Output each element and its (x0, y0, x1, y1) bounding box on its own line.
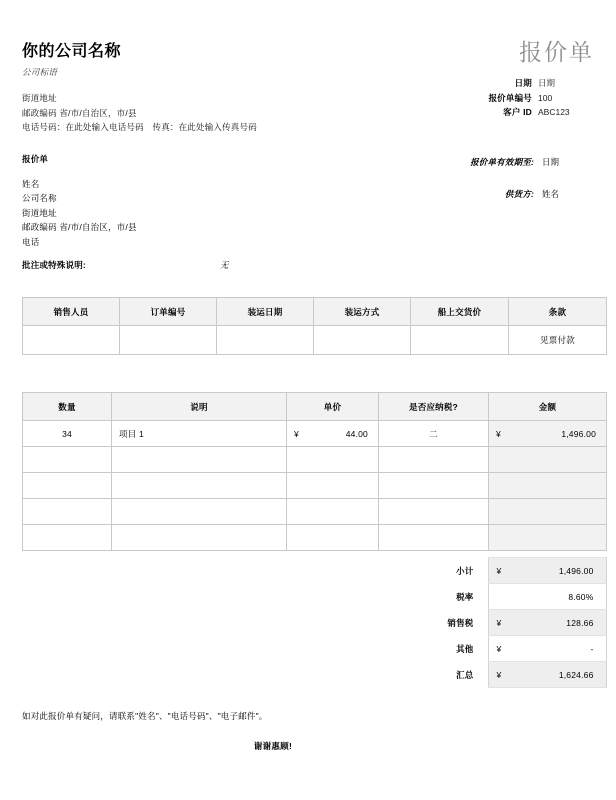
items-cell-description[interactable] (112, 525, 287, 551)
totals-amount-grand-total: 1,624.66 (558, 669, 594, 680)
table-row (23, 326, 607, 355)
billto-section (16, 153, 600, 250)
table-row (23, 421, 607, 447)
billto-line-name: 姓名 (22, 178, 40, 189)
shipping-header-salesperson: 销售人员 (23, 298, 120, 326)
shipping-cell-order-number[interactable] (120, 326, 217, 355)
totals-value-sales-tax (488, 610, 606, 636)
meta-value-quote-number: 100 (538, 92, 553, 103)
items-cell-unit-price[interactable] (287, 525, 379, 551)
footer-contact-note: 如对此报价单有疑问，请联系"姓名"、"电话号码"、"电子邮件"。 (22, 711, 268, 722)
shipping-cell-ship-date[interactable] (217, 326, 314, 355)
totals-amount-subtotal: 1,496.00 (558, 565, 594, 576)
totals-value-other (488, 636, 606, 662)
items-table-header-row (23, 393, 607, 421)
totals-label-subtotal: 小计 (456, 565, 474, 576)
billto-line-region: 邮政编码 省/市/自治区，市/县 (22, 222, 137, 233)
items-cell-qty[interactable] (23, 499, 112, 525)
totals-value-grand-total (488, 662, 606, 688)
quote-validity-block (470, 155, 594, 220)
totals-label-grand-total: 汇总 (456, 669, 474, 680)
company-address-line-1: 街道地址 (22, 93, 57, 104)
meta-row-customer-id (488, 105, 594, 120)
totals-row-other (22, 636, 606, 662)
totals-label-tax-rate: 税率 (456, 591, 474, 602)
quote-valid-until-value: 日期 (542, 156, 560, 167)
totals-row-sales-tax (22, 610, 606, 636)
currency-symbol: ¥ (294, 429, 299, 440)
shipping-header-terms: 条款 (509, 298, 607, 326)
company-address-line-3: 电话号码：在此处输入电话号码 传真：在此处输入传真号码 (22, 122, 257, 133)
meta-value-customer-id: ABC123 (538, 107, 570, 117)
items-cell-unit-price[interactable] (287, 421, 379, 447)
items-cell-qty[interactable] (23, 473, 112, 499)
totals-amount-sales-tax: 128.66 (566, 617, 594, 628)
items-cell-description[interactable] (112, 473, 287, 499)
meta-row-date (488, 76, 594, 91)
items-cell-taxable[interactable] (379, 499, 489, 525)
items-cell-unit-price[interactable] (287, 447, 379, 473)
items-cell-amount[interactable] (489, 499, 607, 525)
document-meta (488, 76, 594, 120)
items-table (22, 392, 607, 551)
comments-value: 无 (220, 260, 229, 271)
shipping-table-header-row (23, 298, 607, 326)
shipping-cell-fob[interactable] (411, 326, 509, 355)
currency-symbol: ¥ (496, 429, 501, 440)
table-row (23, 525, 607, 551)
meta-label-date: 日期 (514, 78, 532, 88)
items-cell-amount[interactable] (489, 525, 607, 551)
table-row (23, 447, 607, 473)
billto-title: 报价单 (22, 153, 49, 164)
quote-valid-until-label: 报价单有效期至: (470, 156, 534, 167)
items-header-unit-price: 单价 (287, 393, 379, 421)
company-address-line-2: 邮政编码 省/市/自治区，市/县 (22, 107, 137, 118)
company-name: 你的公司名称 (22, 43, 122, 60)
totals-row-grand-total (22, 662, 606, 688)
billto-line-company: 公司名称 (22, 193, 57, 204)
totals-row-subtotal (22, 558, 606, 584)
items-cell-amount[interactable] (489, 473, 607, 499)
supplier-row (470, 187, 594, 202)
shipping-cell-salesperson[interactable] (23, 326, 120, 355)
items-cell-taxable[interactable]: 二 (379, 421, 489, 447)
items-header-taxable: 是否应纳税? (379, 393, 489, 421)
comments-section (22, 259, 600, 281)
items-cell-description[interactable] (112, 447, 287, 473)
shipping-header-order-number: 订单编号 (120, 298, 217, 326)
items-cell-description[interactable]: 项目 1 (112, 421, 287, 447)
totals-amount-other: - (590, 643, 594, 654)
totals-label-other: 其他 (456, 643, 474, 654)
currency-symbol: ¥ (496, 566, 502, 577)
supplier-value: 姓名 (542, 189, 560, 200)
totals-value-subtotal (488, 558, 606, 584)
table-row (23, 473, 607, 499)
totals-section (22, 557, 606, 688)
items-cell-taxable[interactable] (379, 447, 489, 473)
totals-row-tax-rate (22, 584, 606, 610)
items-header-description: 说明 (112, 393, 287, 421)
document-header (16, 0, 600, 135)
items-header-amount: 金额 (489, 393, 607, 421)
billto-line-street: 街道地址 (22, 207, 57, 218)
supplier-label: 供货方: (504, 189, 534, 200)
billto-line-phone: 电话 (22, 236, 40, 247)
items-cell-amount[interactable] (489, 447, 607, 473)
items-cell-qty[interactable] (23, 447, 112, 473)
shipping-cell-terms[interactable]: 见票付款 (509, 326, 607, 355)
shipping-header-fob: 船上交货价 (411, 298, 509, 326)
items-cell-unit-price-value: 44.00 (345, 428, 368, 439)
totals-amount-tax-rate: 8.60% (568, 591, 594, 602)
page-title: 报价单 (519, 39, 594, 65)
footer-thanks: 谢谢惠顾! (253, 741, 293, 752)
items-cell-qty[interactable]: 34 (23, 421, 112, 447)
shipping-table (22, 297, 607, 355)
company-tagline: 公司标语 (22, 67, 58, 78)
quote-valid-until-row (470, 155, 594, 170)
items-cell-qty[interactable] (23, 525, 112, 551)
items-cell-description[interactable] (112, 499, 287, 525)
currency-symbol: ¥ (496, 670, 502, 681)
items-cell-amount-value: 1,496.00 (561, 428, 596, 439)
items-cell-taxable[interactable] (379, 525, 489, 551)
shipping-header-ship-method: 装运方式 (314, 298, 411, 326)
comments-label: 批注或特殊说明: (22, 260, 86, 271)
items-cell-unit-price[interactable] (287, 473, 379, 499)
totals-value-tax-rate (488, 584, 606, 610)
meta-value-date: 日期 (538, 78, 556, 88)
currency-symbol: ¥ (496, 644, 502, 655)
items-cell-unit-price[interactable] (287, 499, 379, 525)
items-header-qty: 数量 (23, 393, 112, 421)
items-cell-taxable[interactable] (379, 473, 489, 499)
shipping-cell-ship-method[interactable] (314, 326, 411, 355)
meta-row-quote-number (488, 91, 594, 106)
totals-label-sales-tax: 销售税 (447, 617, 474, 628)
currency-symbol: ¥ (496, 618, 502, 629)
shipping-header-ship-date: 装运日期 (217, 298, 314, 326)
meta-label-quote-number: 报价单编号 (488, 92, 532, 103)
items-cell-amount[interactable] (489, 421, 607, 447)
meta-label-customer-id: 客户 ID (503, 107, 532, 117)
table-row (23, 499, 607, 525)
